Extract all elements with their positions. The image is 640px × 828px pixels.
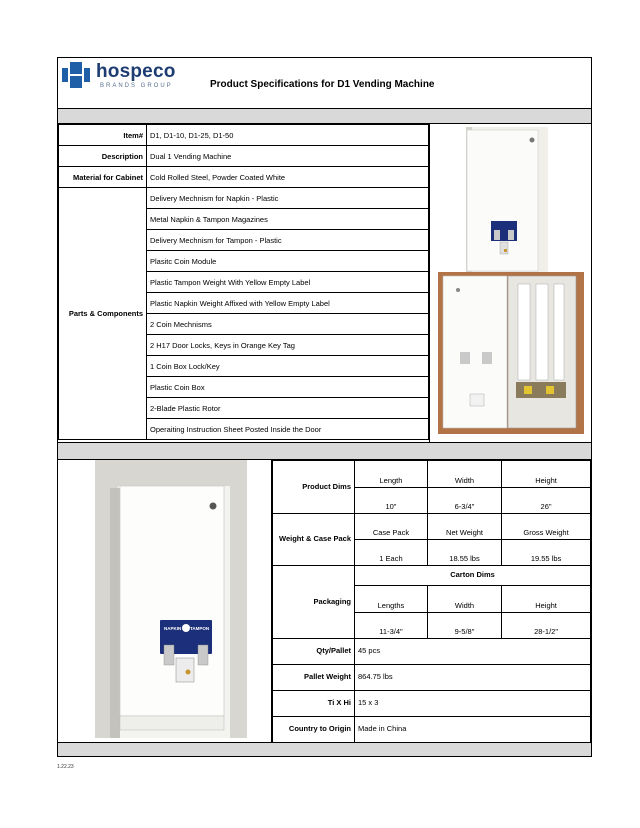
material-label: Material for Cabinet (59, 167, 147, 188)
net-weight-header: Net Weight (427, 514, 501, 540)
divider-band (58, 442, 591, 460)
table-row (273, 461, 591, 488)
description-value: Dual 1 Vending Machine (147, 146, 429, 167)
case-pack-value: 1 Each (355, 540, 428, 566)
origin-value: Made in China (355, 717, 591, 743)
table-row (59, 146, 429, 167)
part-item: Plastic Coin Box (147, 377, 429, 398)
table-row (59, 188, 429, 209)
gross-weight-value: 19.55 lbs (502, 540, 591, 566)
page-title: Product Specifications for D1 Vending Machine (210, 79, 435, 90)
weight-label: Weight & Case Pack (273, 514, 355, 566)
hospeco-mark-icon (62, 62, 90, 88)
part-item: Operaiting Instruction Sheet Posted Inside the Door (147, 419, 429, 440)
pallet-weight-label: Pallet Weight (273, 665, 355, 691)
qty-pallet-value: 45 pcs (355, 639, 591, 665)
width-header: Width (427, 461, 501, 488)
napkin-panel-label: NAPKIN (164, 626, 182, 631)
packaging-label: Packaging (273, 566, 355, 639)
table-row (273, 514, 591, 540)
table-row (59, 125, 429, 146)
dimensions-table (272, 460, 591, 743)
gross-weight-header: Gross Weight (502, 514, 591, 540)
part-item: Plastic Tampon Weight With Yellow Empty Label (147, 272, 429, 293)
carton-length-value: 11-3/4" (355, 613, 428, 639)
item-value: D1, D1-10, D1-25, D1-50 (147, 125, 429, 146)
description-label: Description (59, 146, 147, 167)
tihi-label: Ti X Hi (273, 691, 355, 717)
table-row (273, 717, 591, 743)
table-row (273, 691, 591, 717)
part-item: 2 Coin Mechnisms (147, 314, 429, 335)
product-photo-large (58, 460, 272, 742)
vending-machine-photo (58, 460, 272, 742)
carton-height-header: Height (502, 586, 591, 613)
width-value: 6-3/4" (427, 488, 501, 514)
brand-subtitle: BRANDS GROUP (100, 83, 173, 89)
height-header: Height (502, 461, 591, 488)
qty-pallet-label: Qty/Pallet (273, 639, 355, 665)
part-item: 2 H17 Door Locks, Keys in Orange Key Tag (147, 335, 429, 356)
divider-band (58, 108, 591, 124)
carton-dims-label: Carton Dims (355, 566, 591, 586)
footer-code: 1.22.23 (57, 764, 74, 770)
pallet-weight-value: 864.75 lbs (355, 665, 591, 691)
carton-width-header: Width (427, 586, 501, 613)
height-value: 26" (502, 488, 591, 514)
part-item: Delivery Mechnism for Napkin - Plastic (147, 188, 429, 209)
closed-cabinet-photo (430, 124, 592, 442)
length-header: Length (355, 461, 428, 488)
carton-width-value: 9-5/8" (427, 613, 501, 639)
tihi-value: 15 x 3 (355, 691, 591, 717)
case-pack-header: Case Pack (355, 514, 428, 540)
part-item: Plastic Napkin Weight Affixed with Yellow Empty Label (147, 293, 429, 314)
carton-length-header: Lengths (355, 586, 428, 613)
table-row (273, 566, 591, 586)
parts-label: Parts & Components (59, 188, 147, 440)
material-value: Cold Rolled Steel, Powder Coated White (147, 167, 429, 188)
spec-sheet (57, 57, 592, 757)
table-row (59, 167, 429, 188)
part-item: 1 Coin Box Lock/Key (147, 356, 429, 377)
table-row (273, 639, 591, 665)
part-item: Plasitc Coin Module (147, 251, 429, 272)
part-item: 2-Blade Plastic Rotor (147, 398, 429, 419)
spec-table (58, 124, 429, 440)
length-value: 10" (355, 488, 428, 514)
net-weight-value: 18.55 lbs (427, 540, 501, 566)
origin-label: Country to Origin (273, 717, 355, 743)
hospeco-logo (60, 59, 180, 91)
part-item: Metal Napkin & Tampon Magazines (147, 209, 429, 230)
divider-band (58, 742, 591, 756)
product-dims-label: Product Dims (273, 461, 355, 514)
part-item: Delivery Mechnism for Tampon - Plastic (147, 230, 429, 251)
tampon-panel-label: TAMPON (190, 626, 210, 631)
carton-height-value: 28-1/2" (502, 613, 591, 639)
table-row (273, 665, 591, 691)
brand-name: hospeco (96, 61, 176, 82)
item-label: Item# (59, 125, 147, 146)
product-photos (429, 124, 591, 442)
